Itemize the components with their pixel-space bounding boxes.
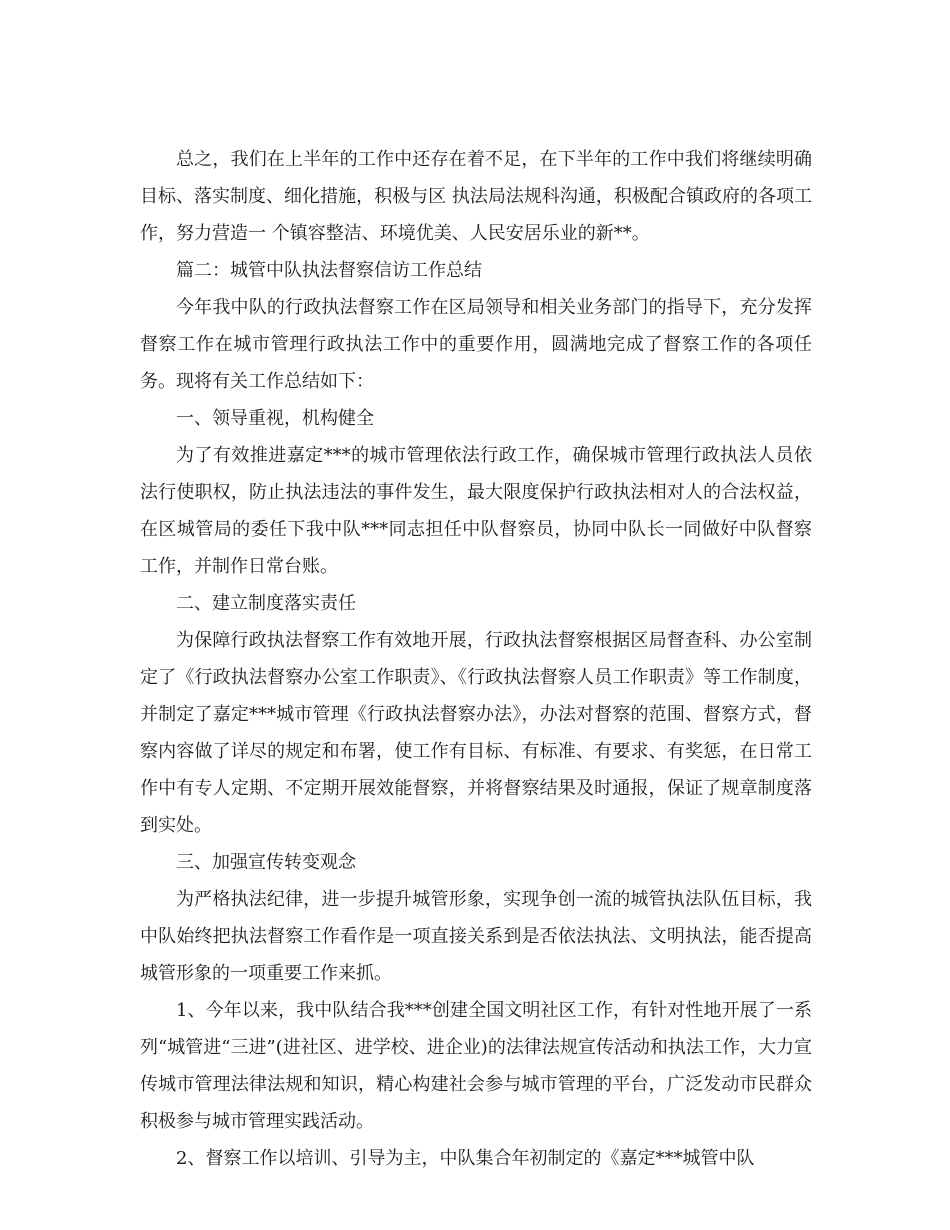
paragraph-section-3: 为严格执法纪律，进一步提升城管形象，实现争创一流的城管执法队伍目标，我中队始终把执法督察工作看作是一项直接关系到是否依法执法、文明执法，能否提高城管形象的一项重要工作来抓。 bbox=[140, 889, 812, 984]
paragraph-item-1: 1、今年以来，我中队结合我***创建全国文明社区工作，有针对性地开展了一系列“城管进“三进”(进社区、进学校、进企业)的法律法规宣传活动和执法工作，大力宣传城市管理法律法规和知识，精心构建社会参与城市管理的平台，广泛发动市民群众积极参与城市管理实践活动。 bbox=[140, 1000, 812, 1132]
section-heading-3: 三、加强宣传转变观念 bbox=[176, 852, 356, 873]
section-heading-2: 二、建立制度落实责任 bbox=[176, 593, 356, 614]
paragraph-item-2: 2、督察工作以培训、引导为主，中队集合年初制定的《嘉定***城管中队 bbox=[176, 1148, 755, 1169]
article-title: 篇二：城管中队执法督察信访工作总结 bbox=[176, 260, 482, 281]
paragraph-conclusion: 总之，我们在上半年的工作中还存在着不足，在下半年的工作中我们将继续明确目标、落实制度、细化措施，积极与区 执法局法规科沟通，积极配合镇政府的各项工作，努力营造一 个镇容整洁、环境优美、人民安居乐业的新**。 bbox=[140, 149, 812, 244]
paragraph-section-1: 为了有效推进嘉定***的城市管理依法行政工作，确保城市管理行政执法人员依法行使职权，防止执法违法的事件发生，最大限度保护行政执法相对人的合法权益，在区城管局的委任下我中队***同志担任中队督察员，协同中队长一同做好中队督察工作，并制作日常台账。 bbox=[140, 445, 812, 577]
section-heading-1: 一、领导重视，机构健全 bbox=[176, 408, 374, 429]
document-body bbox=[140, 141, 812, 1177]
paragraph-intro: 今年我中队的行政执法督察工作在区局领导和相关业务部门的指导下，充分发挥督察工作在城市管理行政执法工作中的重要作用，圆满地完成了督察工作的各项任务。现将有关工作总结如下： bbox=[140, 297, 812, 392]
paragraph-section-2: 为保障行政执法督察工作有效地开展，行政执法督察根据区局督查科、办公室制定了《行政执法督察办公室工作职责》、《行政执法督察人员工作职责》等工作制度，并制定了嘉定***城市管理《行政执法督察办法》，办法对督察的范围、督察方式，督察内容做了详尽的规定和布署，使工作有目标、有标准、有要求、有奖惩，在日常工作中有专人定期、不定期开展效能督察，并将督察结果及时通报，保证了规章制度落到实处。 bbox=[140, 630, 812, 836]
